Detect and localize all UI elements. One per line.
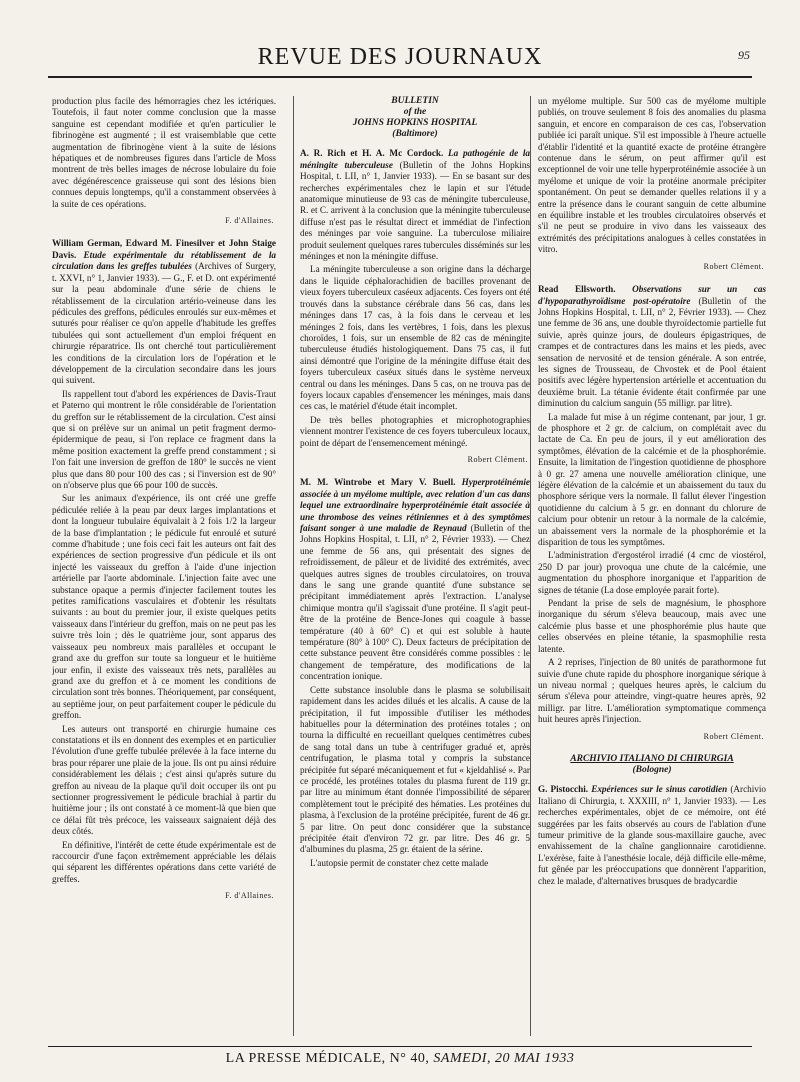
signature: Robert Clément. <box>703 731 764 741</box>
paragraph: La malade fut mise à un régime contenant, par jour, 1 gr. de phosphore et 2 gr. de calcium, on complétait avec du lactate de Ca. En peu de jours, il y eut amélioration des symptômes, élévation de la calcémie et de la phosphorémie. Ensuite, la limitation de l'ingestion quotidienne de phosphore à 0 gr. 27 amena une nouvelle amélioration clinique, une légère élévation de la calcémie et un abaissement du taux du phosphore sérique vers la normale. Il fallut élever l'ingestion quotidienne du calcium à 5 gr. en donnant du chlorure de calcium pour obtenir un retour à la normale de la calcémie, un abaissement vers la normale de la phosphorémie et la disparition de tous les symptômes. <box>538 411 766 548</box>
journal-name: LA PRESSE MÉDICALE, N° 40, <box>225 1051 430 1066</box>
article-body: (Archives of Surgery, t. XXVI, n° 1, Janvier 1933). — G., F. et D. ont expérimenté sur la peau abdominale d'une série de chiens le rétablissement de la circulation artério-veineuse dans les pédicules des greffons, pédicules enroulés sur eux-mêmes et suturés pour réaliser ce qu'on appelle d'habitude les greffes tubulées qui sont actuellement d'un emploi fréquent en chirurgie réparatrice. Ils ont cherché tout particulièrement les conditions de la circulation lors de l'opération et le développement de la circulation secondaire dans les jours qui suivent. <box>52 261 276 386</box>
page-number: 95 <box>738 48 750 62</box>
paragraph: un myélome multiple. Sur 500 cas de myélome multiple publiés, on trouve seulement 8 fois des anomalies du plasma sanguin, et encore en comparaison de ces cas, l'observation publiée ici paraît unique. S'il est impossible à l'heure actuelle d'établir l'identité et la quantité exacte de protéine étrangère contenue dans le sérum, on peut affirmer qu'il est exceptionnel de voir une telle hyperprotéinémie associée à un myélome et unique de voir la protéine anormale précipiter spontanément. On peut se demander quelles relations il y a entre la présence dans le courant sanguin de cette albumine en équilibre instable et les troubles circulatoires observés et s'il ne peut se produire in vivo dans les vaisseaux des extrémités des précipitations analogues à celles constatées in vitro. <box>538 96 766 255</box>
paragraph: L'autopsie permit de constater chez cette malade <box>310 857 489 868</box>
article-authors: G. Pistocchi. <box>538 784 589 795</box>
section-heading: of the <box>403 107 427 117</box>
paragraph: L'administration d'ergostérol irradié (4 cmc de viostérol, 250 D par jour) provoqua une chute de la calcémie, une augmentation du phosphore inorganique et l'apparition de signes de tétanie (La dose employée parait forte). <box>538 550 766 595</box>
paragraph: La méningite tuberculeuse a son origine dans la décharge dans le liquide céphalorachidien de bacilles provenant de vieux foyers tuberculeux caséeux adjacents. Ces foyers ont été trouvés dans la substance cérébrale dans 56 cas, dans les méninges dans 17 cas, à la fois dans le cerveau et les méninges 2 fois, dans les vertèbres, 1 fois, dans les plexus choroïdes, 1 fois, sur un ensemble de 82 cas de méningite tuberculeuse étudiés histologiquement. Dans 75 cas, il fut ainsi démontré que l'origine de la méningite diffuse était des foyers tuberculeux caséux situés dans le système nerveux central ou dans les méninges. Dans 5 cas, on ne trouva pas de foyers locaux capables d'ensemencer les méninges, mais dans ces cas, le matériel d'étude était incomplet. <box>300 264 530 412</box>
column-middle <box>300 96 530 1041</box>
article-title: Expériences sur le sinus carotidien <box>591 784 728 795</box>
article-title: Observations sur un cas d'hypoparathyroïdisme post-opératoire <box>538 284 766 306</box>
paragraph: production plus facile des hémorragies chez les ictériques. Toutefois, il faut noter comme conclusion que la masse sanguine est cependant modifiée et qu'en particulier le fibrinogène est augmenté ; il est vraisemblable que cette augmentation de fibrinogène vient à la suite de lésions hépatiques et de nombreuses figures dans l'article de Moss montrent de très belles images de nécrose lobulaire du foie avec dégénérescence graisseuse qui sont des lésions bien connues depuis longtemps, qu'il a constamment observées à la suite de ces opérations. <box>52 96 276 209</box>
page-title: REVUE DES JOURNAUX <box>257 44 543 70</box>
paragraph: En définitive, l'intérêt de cette étude expérimentale est de raccourcir d'une façon extrêmement appréciable les délais qui séparent les différentes opérations dans cette variété de greffes. <box>52 839 276 884</box>
paragraph: Cette substance insoluble dans le plasma se solubilisait rapidement dans les acides dilués et les alcalis. A cause de la précipitation, il fut impossible d'utiliser les méthodes habituelles pour la détermination des protéines totales ; on tourna la difficulté en recueillant quelques centimètres cubes de sang total dans un tube à centrifuger gradué et, après centrifugation, le plasma total y compris la substance précipitée fut séparé mécaniquement et fut « kjeldahlisé ». Par ce procédé, les protéines totales du plasma furent de 119 gr. par litre au minimum étant donnée l'impossibilité de séparer complètement tout le précipité des hématies. Les protéines du plasma, à l'exclusion de la protéine précipitée, furent de 46 gr. 5 par litre. On peut donc considérer que la substance précipitée était d'environ 72 gr. par litre. Des 46 gr. 5 d'albumines du plasma, 25 gr. étaient de la sérine. <box>300 684 530 855</box>
article-authors: M. M. Wintrobe et Mary V. Buell. <box>300 477 456 488</box>
paragraph: A 2 reprises, l'injection de 80 unités de parathormone fut suivie d'une chute rapide du phosphore inorganique sérique à un niveau normal ; quelques heures après, le calcium du sérum s'éleva pour atteindre, vingt-quatre heures après, 92 milligr. par litre. L'amélioration symptomatique commença huit heures après l'injection. <box>538 657 766 725</box>
article-body: (Bulletin of the Johns Hopkins Hospital, t. LII, n° 2, Février 1933). — Chez une femme de 36 ans, une double thyroïdectomie partielle fut suivie, après quinze jours, de douleurs épigastriques, de crampes et de contractures dans les mains et les pieds, avec sensation de nervosité et de tension générale. A son entrée, les signes de Trousseau, de Chvostek et de Pool étaient positifs avec légère hypertension artérielle et accentuation du deuxième bruit. La tétanie évidente était confirmée par une diminution du calcium sanguin (55 milligr. par litre). <box>538 295 766 409</box>
signature: F. d'Allaines. <box>225 891 274 901</box>
signature: F. d'Allaines. <box>225 216 274 226</box>
paragraph: Sur les animaux d'expérience, ils ont créé une greffe pédiculée reliée à la peau par deux larges implantations et dont la longueur tubulaire équivalait à 2 fois 1/2 la largeur de la base d'implantation ; le pédicule fut enroulé et suturé comme d'habitude ; une fois ceci fait les auteurs ont fait des expériences de section progressive d'un pédicule et ils ont injecté les vaisseaux du greffon à l'aide d'une injection artérielle par l'aorte abdominale. L'injection faite avec une substance opaque a permis d'injecter facilement toutes les petites ramifications vasculaires et d'obtenir les résultats suivants : au bout du premier jour, il existe quelques petits vaisseaux dans l'intérieur du greffon, mais on ne peut pas les suivre très loin ; dès le quatrième jour, sont apparus des vaisseaux peu nombreux mais parallèles et occupant le grand axe du greffon sur toute sa longueur et le huitième jour enfin, il existe des vaisseaux très nets, parallèles au grand axe du greffon et à ce moment les conditions de circulation sont très bonnes. Théoriquement, par conséquent, au septième jour, on peut parfaitement couper le pédicule du greffon. <box>52 493 276 721</box>
article-header <box>538 284 766 409</box>
article-body: (Bulletin of the Johns Hopkins Hospital, t. LII, n° 2, Février 1933). — Chez une femme de 56 ans, qui présentait des signes de refroidissement, de pâleur et de lividité des extrémités, avec quelques autres signes de troubles circulatoires, on trouva dans le sang une grande quantité d'une substance se précipitant immédiatement après l'extraction. L'analyse chimique montra qu'il s'agissait d'une protéine. Il s'agit peut-être de la protéine de Bence-Jones qui coagule à basse température (40 à 60° C) et qui est soluble à haute température (80° à 100° C). Deux facteurs de précipitation de cette substance peuvent être considérés comme possibles : le changement de température, des modifications de la concentration ionique. <box>300 523 530 682</box>
page-header <box>48 42 752 78</box>
article-title: Hyperprotéinémie associée à un myélome multiple, avec relation d'un cas dans lequel une extraordinaire hyperprotéinémie était associée à une thrombose des veines rétiniennes et à des symptômes faisant songer à une maladie de Reynaud <box>300 477 530 533</box>
page-footer <box>48 1046 752 1067</box>
columns <box>52 96 766 1041</box>
article-authors: Read Ellsworth. <box>538 284 616 295</box>
column-left <box>52 96 276 1041</box>
article-title: Etude expérimentale du rétablissement de la circulation dans les greffes tubulées <box>52 249 276 272</box>
article-authors: William German, Edward M. Finesilver et John Staige Davis. <box>52 238 276 260</box>
article-header <box>538 784 766 887</box>
paragraph: Ils rappellent tout d'abord les expériences de Davis-Traut et Paterno qui montrent le rôle considérable de l'orientation du greffon sur le rétablissement de la circulation. C'est ainsi que si on prélève sur un animal un petit fragment dermo-épidermique de peau, si l'on replace ce fragment dans la même position exactement la greffe prend constamment ; si l'on fait une inversion de greffon de 180° le succès ne vient plus que dans 80 pour 100 des cas ; si l'inversion est de 90° on n'observe plus que 66 pour 100 de succès. <box>52 388 276 490</box>
section-subheading: (Bologne) <box>632 764 672 775</box>
signature: Robert Clément. <box>703 261 764 271</box>
article-body: (Bulletin of the Johns Hopkins Hospital, t. LII, n° 1, Janvier 1933). — En se basant sur des recherches expérimentales chez le lapin et sur l'étude anatomique minutieuse de 93 cas de méningite tuberculeuse, R. et C. arrivent à la conclusion que la méningite tuberculeuse diffuse n'est pas le résultat direct et immédiat de l'infection des méninges par voie sanguine. La tuberculose miliaire produit seulement quelques rares tubercules disséminés sur les méninges et non la méningite diffuse. <box>300 159 530 262</box>
section-heading: BULLETIN <box>391 96 439 106</box>
article-authors: A. R. Rich et H. A. Mc Cordock. <box>300 148 444 159</box>
paragraph: Pendant la prise de sels de magnésium, le phosphore inorganique du sérum s'éleva beaucoup, mais avec une calcémie plus basse et une phosphorémie plus haute que celles observées en pleine tétanie, la spasmophilie resta latente. <box>538 598 766 654</box>
section-heading: JOHNS HOPKINS HOSPITAL <box>352 118 478 128</box>
issue-date: SAMEDI, 20 MAI 1933 <box>433 1051 575 1066</box>
paragraph: De très belles photographies et microphotographies viennent montrer l'existence de ces foyers tuberculeux locaux, point de départ de l'ensemencement méningé. <box>300 414 530 448</box>
article-body: (Archivio Italiano di Chirurgia, t. XXXIII, n° 1, Janvier 1933). — Les recherches expérimentales, objet de ce mémoire, ont été suggérées par les faits observés au cours de l'ablation d'une tumeur primitive de la glande sous-maxillaire gauche, avec envahissement de la chaîne ganglionnaire carotidienne. L'exérèse, faite à l'anesthésie locale, déjà difficile elle-même, fut gênée par les préoccupations que donnèrent l'apparition, chez le malade, d'alternatives brusques de bradycardie <box>538 784 766 886</box>
article-header <box>52 238 276 386</box>
section-heading: ARCHIVIO ITALIANO DI CHIRURGIA <box>570 753 734 764</box>
article-title: La pathogénie de la méningite tuberculeuse <box>300 148 530 170</box>
section-subheading: (Baltimore) <box>392 129 438 139</box>
article-header <box>300 148 530 262</box>
paragraph: Les auteurs ont transporté en chirurgie humaine ces constatations et ils en donnent des exemples et en particulier l'évolution d'une greffe tubulée prélevée à la face interne du bras pour réparer une plaie de la joue. Ils ont pu ainsi réduire considérablement les délais ; c'est ainsi qu'après suture du greffon au niveau de la plaque qu'il doit occuper ils ont pu sectionner progressivement le pédicule brachial à partir du huitième jour ; ils ont constaté à ce moment-là que bien que ce délai fût très précoce, les vaisseaux saignaient déjà des deux côtés. <box>52 723 276 837</box>
signature: Robert Clément. <box>467 454 528 464</box>
article-header <box>300 477 530 682</box>
column-right <box>538 96 766 1041</box>
